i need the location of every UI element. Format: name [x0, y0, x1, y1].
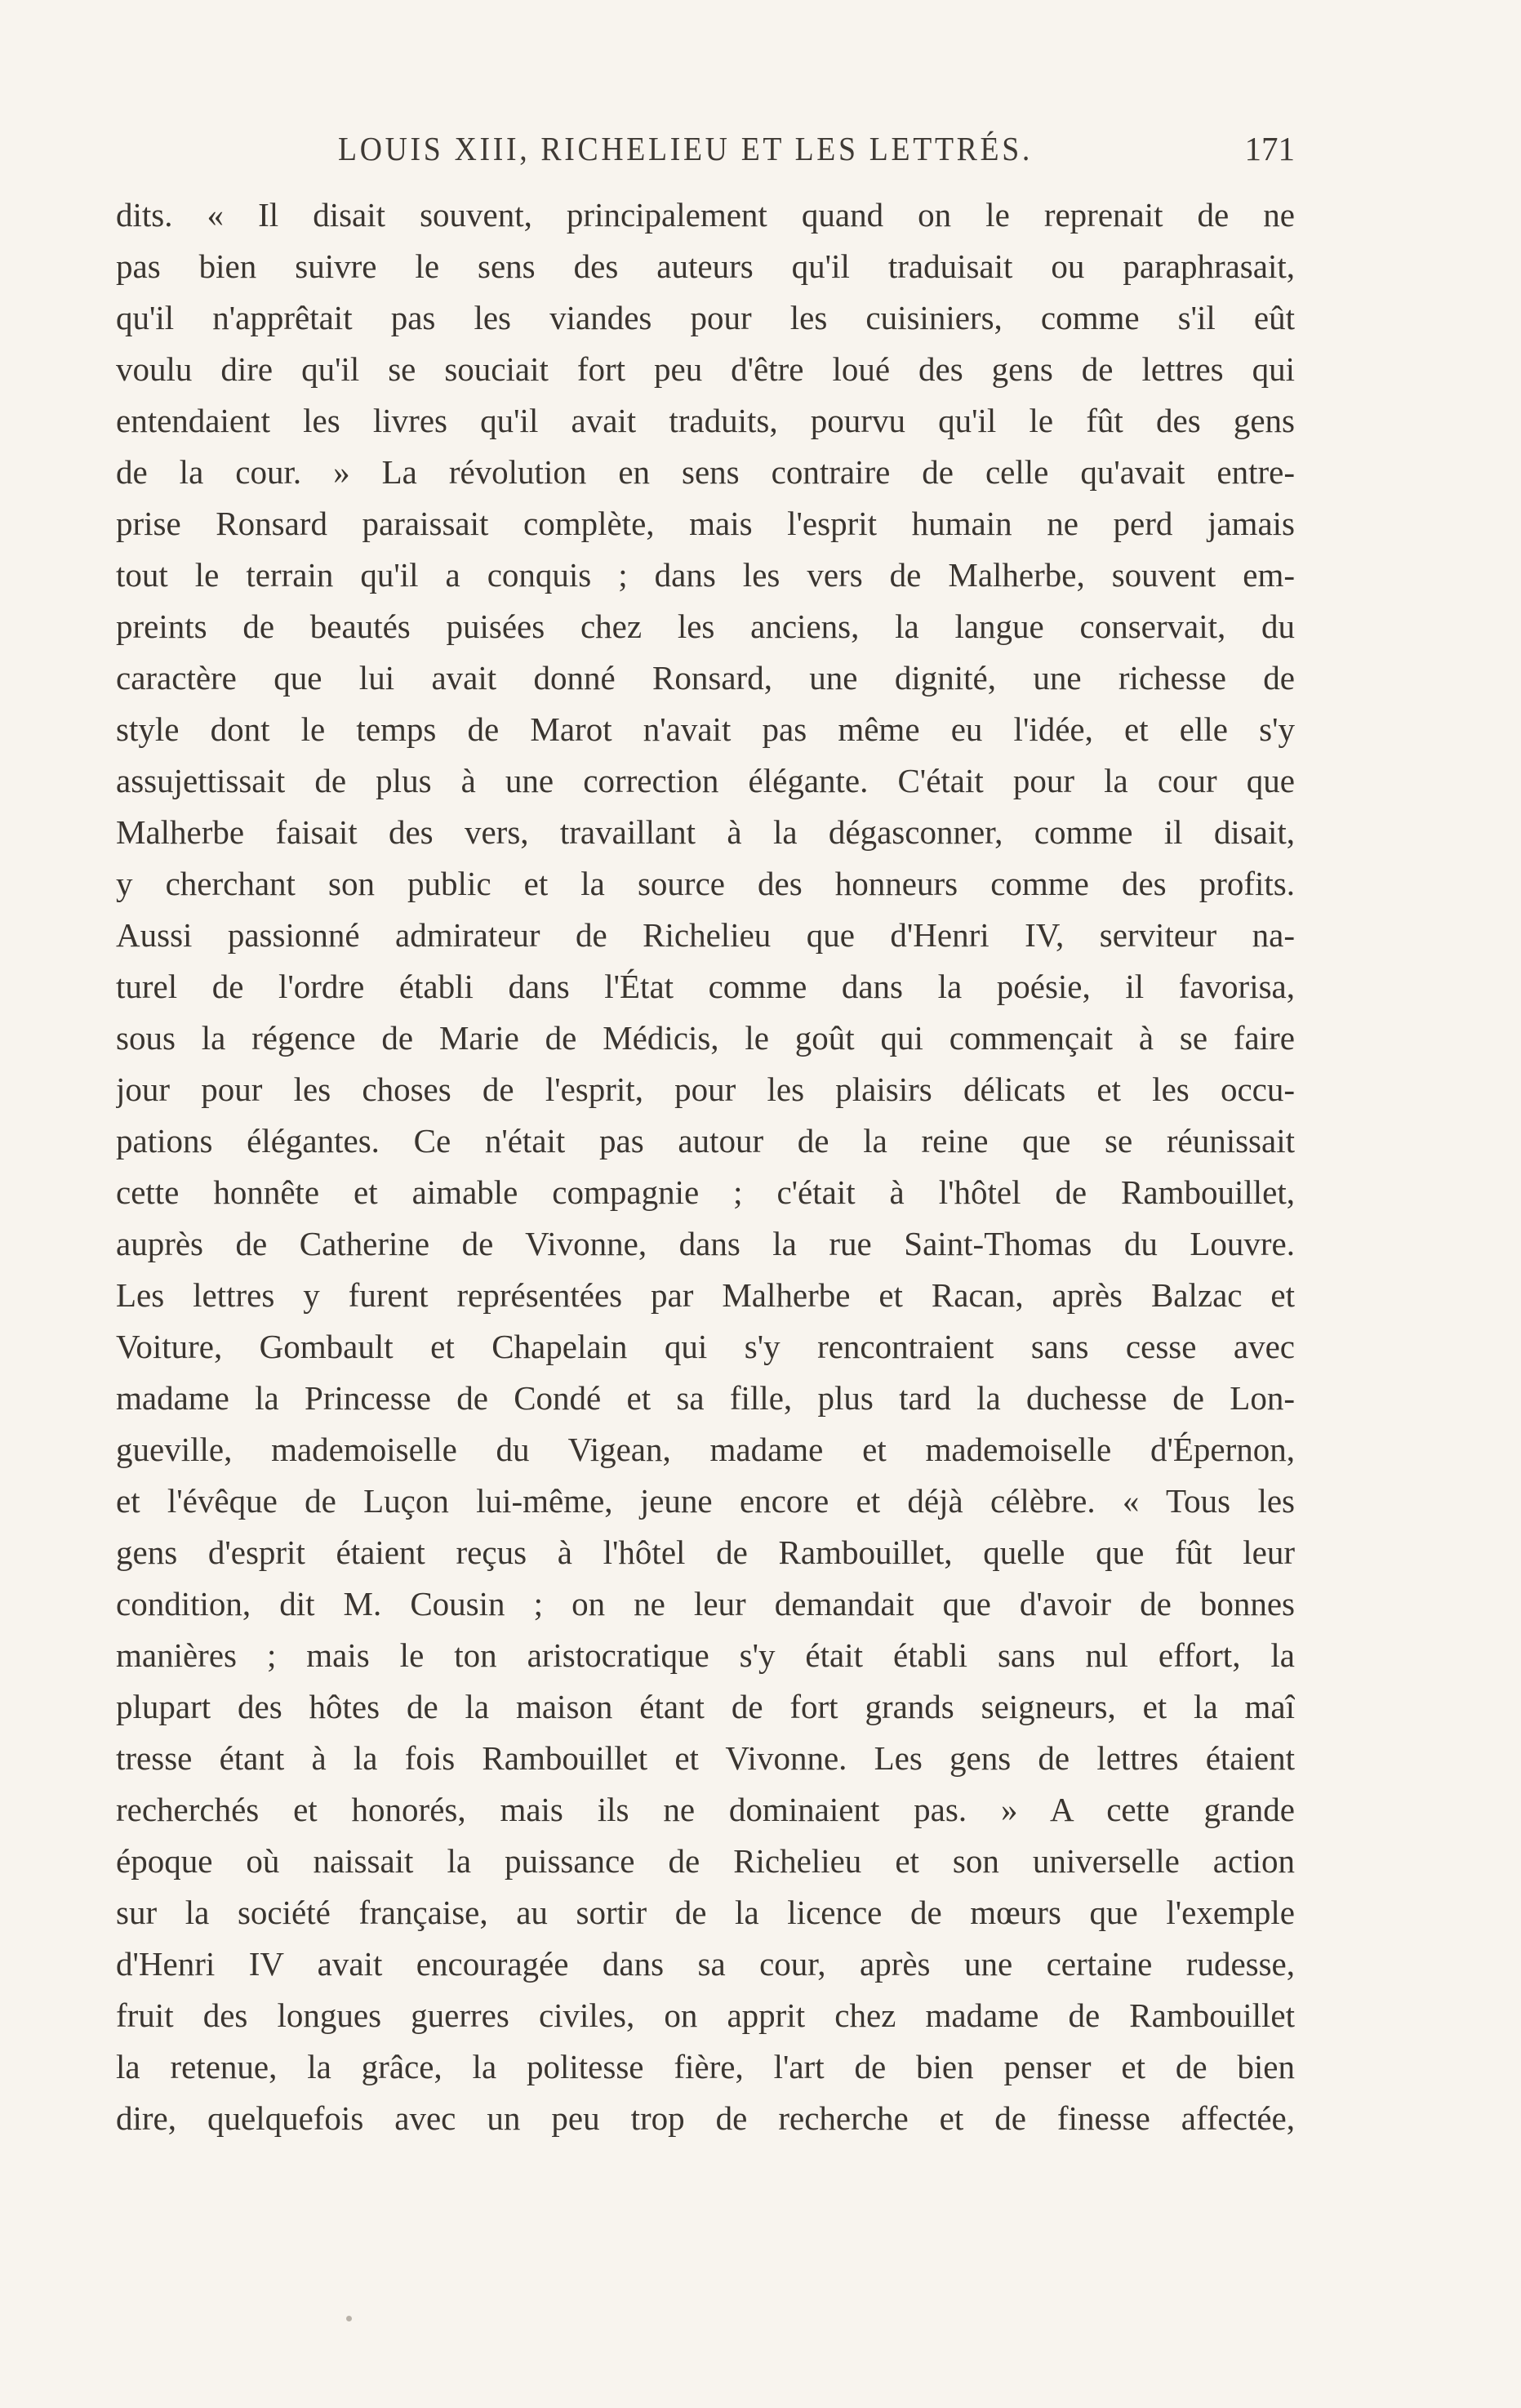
text-line: tout le terrain qu'il a conquis ; dans les vers de Malherbe, souvent em-	[116, 556, 1295, 594]
text-line: madame la Princesse de Condé et sa fille, plus tard la duchesse de Lon-	[116, 1379, 1295, 1417]
text-line: de la cour. » La révolution en sens contraire de celle qu'avait entre-	[116, 453, 1295, 491]
text-line: jour pour les choses de l'esprit, pour les plaisirs délicats et les occu-	[116, 1070, 1295, 1108]
text-line: qu'il n'apprêtait pas les viandes pour les cuisiniers, comme s'il eût	[116, 299, 1295, 336]
text-line: caractère que lui avait donné Ronsard, une dignité, une richesse de	[116, 659, 1295, 697]
text-line: turel de l'ordre établi dans l'État comme dans la poésie, il favorisa,	[116, 968, 1295, 1005]
text-line: gueville, mademoiselle du Vigean, madame et mademoiselle d'Épernon,	[116, 1431, 1295, 1468]
text-line: plupart des hôtes de la maison étant de fort grands seigneurs, et la maî	[116, 1688, 1295, 1725]
text-line: voulu dire qu'il se souciait fort peu d'être loué des gens de lettres qui	[116, 350, 1295, 388]
page-number: 171	[1244, 130, 1295, 167]
text-line: auprès de Catherine de Vivonne, dans la rue Saint-Thomas du Louvre.	[116, 1225, 1295, 1262]
text-line: Les lettres y furent représentées par Malherbe et Racan, après Balzac et	[116, 1276, 1295, 1314]
text-line: la retenue, la grâce, la politesse fière, l'art de bien penser et de bien	[116, 2048, 1295, 2085]
text-line: pations élégantes. Ce n'était pas autour de la reine que se réunissait	[116, 1122, 1295, 1159]
text-line: manières ; mais le ton aristocratique s'y était établi sans nul effort, la	[116, 1636, 1295, 1674]
running-head	[116, 129, 1295, 178]
text-line: Voiture, Gombault et Chapelain qui s'y rencontraient sans cesse avec	[116, 1328, 1295, 1365]
ink-speck	[346, 2316, 352, 2321]
text-line: et l'évêque de Luçon lui-même, jeune encore et déjà célèbre. « Tous les	[116, 1482, 1295, 1520]
text-line: Aussi passionné admirateur de Richelieu que d'Henri IV, serviteur na-	[116, 916, 1295, 954]
text-line: tresse étant à la fois Rambouillet et Vivonne. Les gens de lettres étaient	[116, 1739, 1295, 1777]
running-title: LOUIS XIII, RICHELIEU ET LES LETTRÉS.	[338, 130, 1033, 167]
text-line: cette honnête et aimable compagnie ; c'était à l'hôtel de Rambouillet,	[116, 1173, 1295, 1211]
text-line: d'Henri IV avait encouragée dans sa cour, après une certaine rudesse,	[116, 1945, 1295, 1983]
text-line: sous la régence de Marie de Médicis, le goût qui commençait à se faire	[116, 1019, 1295, 1057]
text-line: gens d'esprit étaient reçus à l'hôtel de Rambouillet, quelle que fût leur	[116, 1533, 1295, 1571]
text-line: assujettissait de plus à une correction élégante. C'était pour la cour que	[116, 762, 1295, 799]
text-line: condition, dit M. Cousin ; on ne leur demandait que d'avoir de bonnes	[116, 1585, 1295, 1622]
text-line: fruit des longues guerres civiles, on apprit chez madame de Rambouillet	[116, 1996, 1295, 2034]
text-line: style dont le temps de Marot n'avait pas même eu l'idée, et elle s'y	[116, 710, 1295, 748]
text-line: époque où naissait la puissance de Richelieu et son universelle action	[116, 1842, 1295, 1880]
text-line: recherchés et honorés, mais ils ne dominaient pas. » A cette grande	[116, 1791, 1295, 1828]
text-line: Malherbe faisait des vers, travaillant à la dégasconner, comme il disait,	[116, 813, 1295, 851]
body-text	[116, 189, 1295, 2144]
text-line: y cherchant son public et la source des honneurs comme des profits.	[116, 865, 1295, 902]
text-line: dits. « Il disait souvent, principalement quand on le reprenait de ne	[116, 196, 1295, 234]
text-line: entendaient les livres qu'il avait traduits, pourvu qu'il le fût des gens	[116, 402, 1295, 439]
text-line: prise Ronsard paraissait complète, mais l'esprit humain ne perd jamais	[116, 505, 1295, 542]
text-line: preints de beautés puisées chez les anciens, la langue conservait, du	[116, 608, 1295, 645]
text-line: sur la société française, au sortir de la licence de mœurs que l'exemple	[116, 1894, 1295, 1931]
text-line: pas bien suivre le sens des auteurs qu'il traduisait ou paraphrasait,	[116, 247, 1295, 285]
text-line: dire, quelquefois avec un peu trop de recherche et de finesse affectée,	[116, 2099, 1295, 2137]
